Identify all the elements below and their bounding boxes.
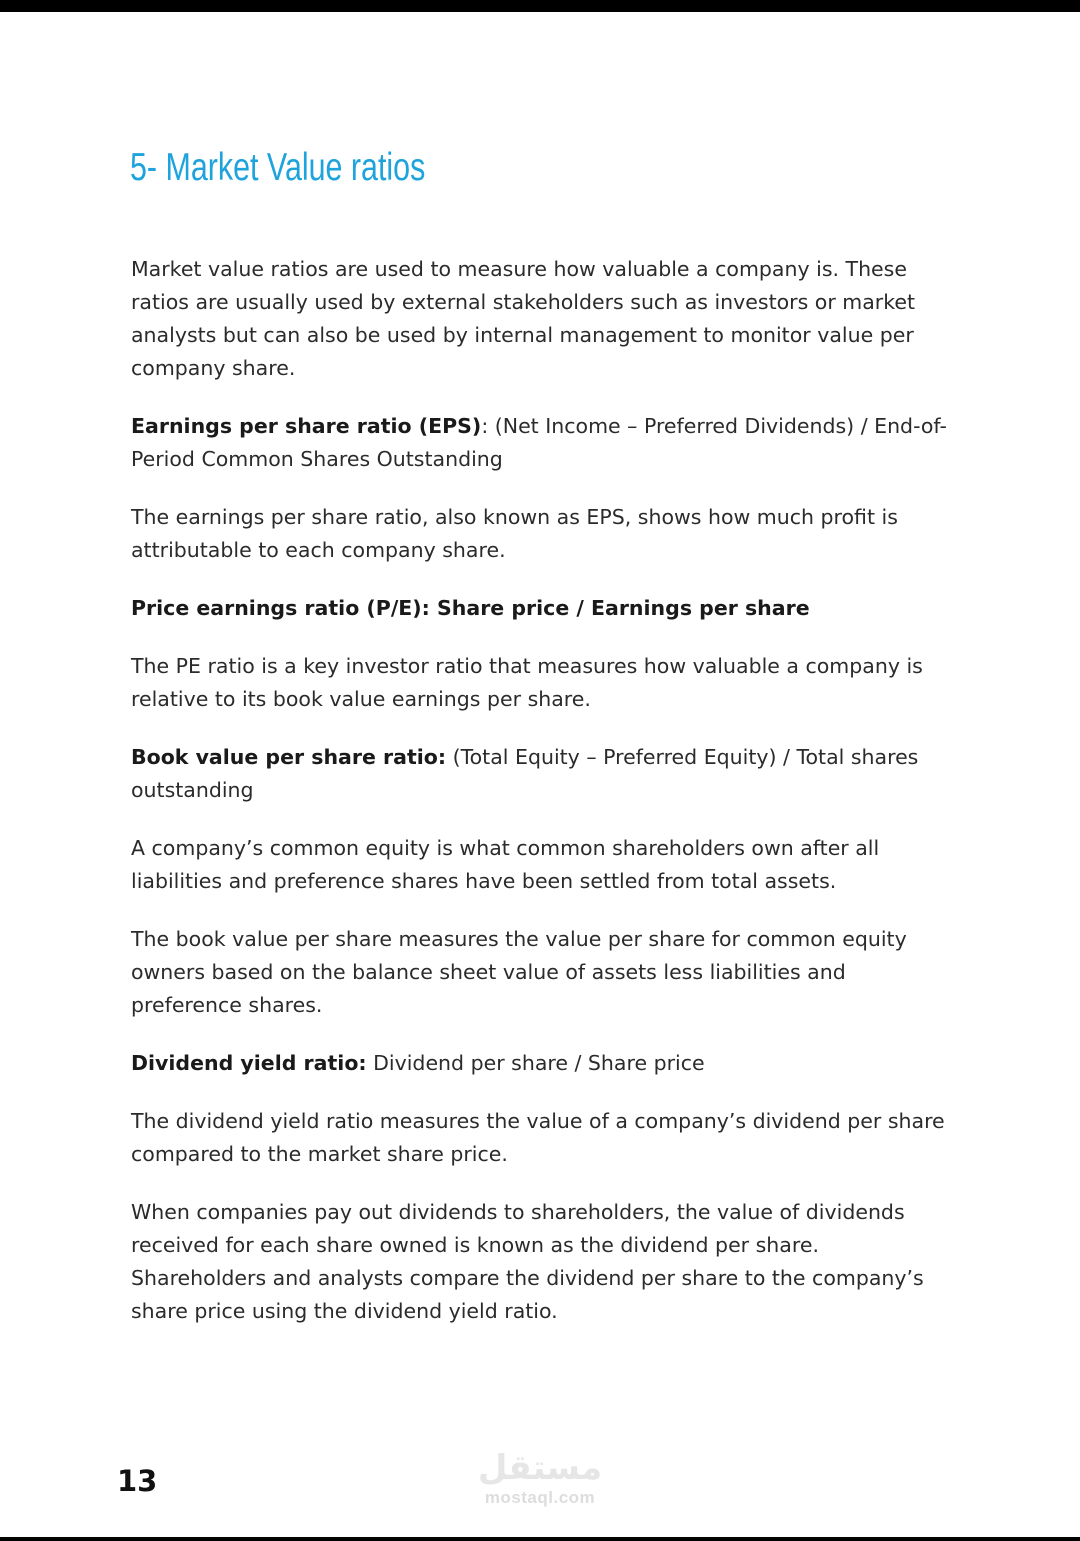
eps-description: The earnings per share ratio, also known as EPS, shows how much profit is attributable to each company share. xyxy=(131,505,898,562)
mostaql-watermark-logo xyxy=(468,1447,612,1513)
dy-label: Dividend yield ratio: xyxy=(131,1051,367,1075)
pe-formula-paragraph xyxy=(131,592,953,625)
bv-formula-paragraph xyxy=(131,741,953,807)
eps-formula: : (Net Income – Preferred Dividends) / End-of-Period Common Shares Outstanding xyxy=(131,414,947,471)
body-content xyxy=(131,253,953,1353)
eps-label: Earnings per share ratio (EPS) xyxy=(131,414,482,438)
logo-arabic-text: مستقل xyxy=(477,1448,603,1488)
logo-url-text: mostaql.com xyxy=(484,1488,596,1507)
pe-label: Price earnings ratio (P/E): Share price / Earnings per share xyxy=(131,596,810,620)
dy-formula: Dividend per share / Share price xyxy=(366,1051,705,1075)
bv-description-2: The book value per share measures the value per share for common equity owners based on the balance sheet value of assets less liabilities and preference shares. xyxy=(131,927,907,1017)
pe-description: The PE ratio is a key investor ratio that measures how valuable a company is relative to its book value earnings per share. xyxy=(131,654,923,711)
bv-description-1: A company’s common equity is what common shareholders own after all liabilities and preference shares have been settled from total assets. xyxy=(131,836,880,893)
top-border xyxy=(0,0,1080,12)
dy-description-2: When companies pay out dividends to shareholders, the value of dividends received for each share owned is known as the dividend per share. Shareholders and analysts compare the dividend per share to the company’s share price using the dividend yield ratio. xyxy=(131,1200,924,1323)
bottom-border xyxy=(0,1537,1080,1541)
section-title: 5- Market Value ratios xyxy=(130,146,426,189)
page-number: 13 xyxy=(117,1464,158,1498)
eps-formula-paragraph xyxy=(131,410,953,476)
intro-paragraph: Market value ratios are used to measure how valuable a company is. These ratios are usually used by external stakeholders such as investors or market analysts but can also be used by internal management to monitor value per company share. xyxy=(131,257,916,380)
bv-formula: (Total Equity – Preferred Equity) / Total shares outstanding xyxy=(131,745,919,802)
dy-formula-paragraph xyxy=(131,1047,953,1080)
dy-description-1: The dividend yield ratio measures the value of a company’s dividend per share compared to the market share price. xyxy=(131,1109,945,1166)
bv-label: Book value per share ratio: xyxy=(131,745,447,769)
